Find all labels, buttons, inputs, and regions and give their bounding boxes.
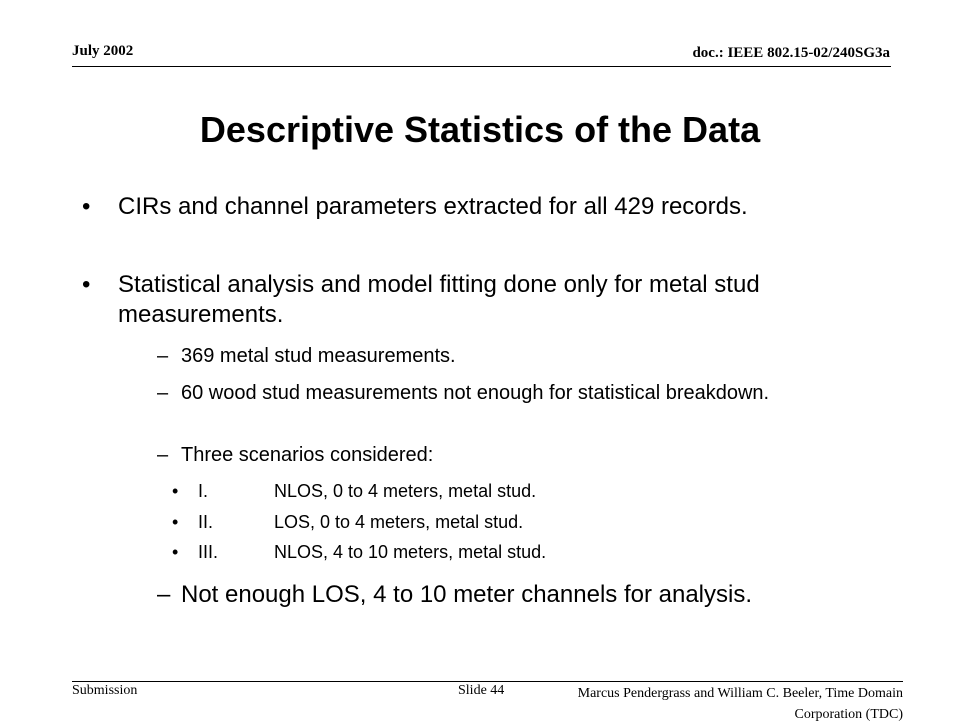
slide-title: Descriptive Statistics of the Data: [199, 109, 761, 150]
bullet-text: CIRs and channel parameters extracted for all 429 records.: [118, 193, 748, 220]
dash-marker: –: [157, 345, 169, 367]
scenario-bullet: •: [172, 512, 179, 532]
bullet-marker: •: [82, 271, 91, 298]
scenario-number: III.: [198, 542, 219, 562]
sub-bullet-text: 60 wood stud measurements not enough for statistical breakdown.: [181, 382, 770, 404]
footer-author: Marcus Pendergrass and William C. Beeler, Time Domain Corporation (TDC): [577, 686, 903, 722]
scenario-bullet: •: [172, 542, 179, 562]
header-rule: [72, 66, 891, 67]
scenario-number: I.: [198, 481, 209, 501]
bullet-marker: •: [82, 193, 91, 220]
sub-bullet-item: [157, 443, 847, 467]
dash-marker: –: [157, 382, 169, 404]
bullet-item: [82, 192, 842, 222]
dash-marker: –: [157, 581, 171, 608]
header-date: July 2002: [72, 43, 134, 59]
scenario-text: LOS, 0 to 4 meters, metal stud.: [274, 512, 524, 532]
sub-bullet-item: [157, 344, 847, 368]
scenario-bullet: •: [172, 481, 179, 501]
sub-bullet-item: [157, 580, 847, 610]
header-document-id: doc.: IEEE 802.15-02/240SG3a: [692, 45, 890, 61]
sub-bullet-text: Three scenarios considered:: [181, 444, 434, 466]
scenario-text: NLOS, 4 to 10 meters, metal stud.: [274, 542, 547, 562]
bullet-text: Statistical analysis and model fitting done only for metal stud measurements.: [118, 271, 760, 328]
sub-bullet-text: 369 metal stud measurements.: [181, 345, 456, 367]
bullet-item: [82, 270, 842, 330]
scenario-text: NLOS, 0 to 4 meters, metal stud.: [274, 481, 537, 501]
scenario-number: II.: [198, 512, 214, 532]
sub-bullet-item: [157, 381, 847, 405]
footer-submission: Submission: [72, 683, 138, 698]
footer-rule: [72, 681, 903, 682]
footer-slide-number: Slide 44: [458, 683, 505, 698]
dash-marker: –: [157, 444, 169, 466]
sub-bullet-text: Not enough LOS, 4 to 10 meter channels for analysis.: [181, 581, 752, 608]
